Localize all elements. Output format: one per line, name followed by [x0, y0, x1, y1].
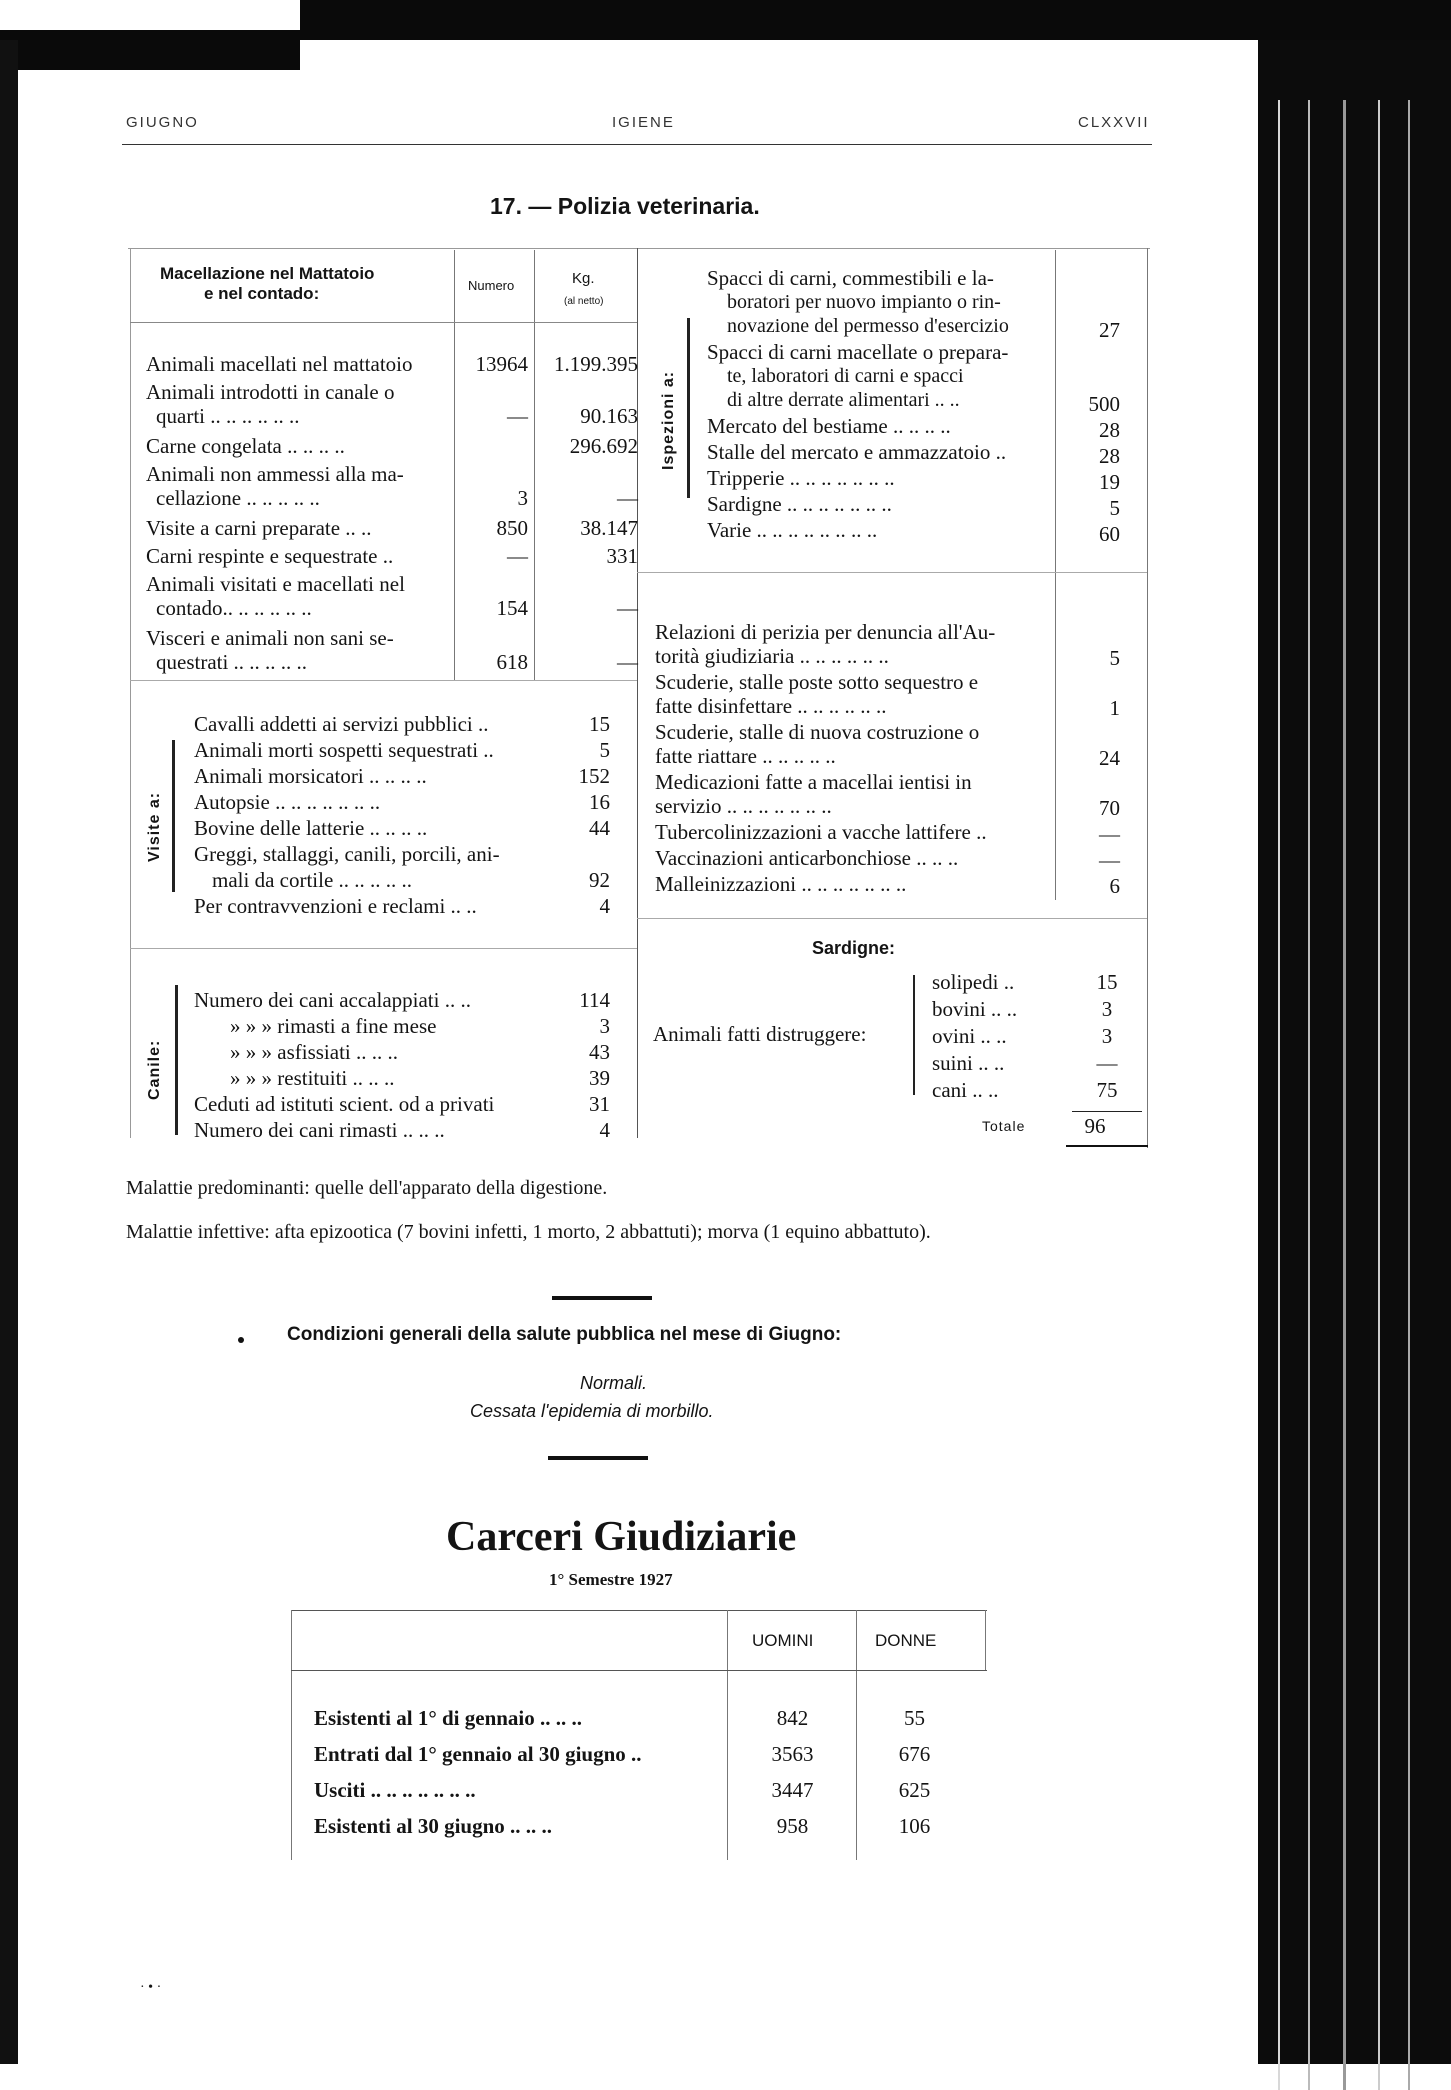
- sardigne-group-label: Animali fatti distruggere:: [653, 1022, 867, 1046]
- carceri-row-uomini: 3447: [771, 1778, 814, 1802]
- scan-speck: · • ·: [140, 1980, 162, 1995]
- relazioni-row-label: Scuderie, stalle di nuova costruzione o: [655, 720, 980, 744]
- scan-border-left: [0, 40, 18, 2064]
- macellazione-col-divider-1: [454, 250, 455, 680]
- carceri-row-label: Esistenti al 1° di gennaio .. .. ..: [314, 1706, 583, 1730]
- relazioni-row-label: fatte riattare .. .. .. .. ..: [655, 744, 836, 768]
- carceri-title: Carceri Giudiziarie: [446, 1514, 797, 1560]
- sardigne-total-value: 96: [1084, 1114, 1106, 1138]
- visite-row-label: Autopsie .. .. .. .. .. .. ..: [194, 790, 381, 814]
- relazioni-row-value: 24: [1099, 746, 1120, 770]
- visite-row-label: Bovine delle latterie .. .. .. ..: [194, 816, 428, 840]
- table-center-divider: [637, 248, 638, 1138]
- carceri-row-label: Esistenti al 30 giugno .. .. ..: [314, 1814, 553, 1838]
- macellazione-row-label: questrati .. .. .. .. ..: [156, 650, 308, 674]
- sardigne-title: Sardigne:: [812, 938, 896, 958]
- macellazione-title-2: e nel contado:: [204, 284, 320, 303]
- macellazione-row-kg: 90.163: [580, 404, 638, 428]
- visite-label: Visite a:: [146, 791, 163, 862]
- sardigne-total-label: Totale: [982, 1118, 1026, 1134]
- ispezioni-row-value: 27: [1099, 318, 1120, 342]
- carceri-subtitle: 1° Semestre 1927: [549, 1570, 673, 1589]
- scan-border-top-left: [0, 30, 300, 70]
- visite-row-value: 92: [589, 868, 610, 892]
- relazioni-row-label: Malleinizzazioni .. .. .. .. .. .. ..: [655, 872, 907, 896]
- ispezioni-row-label: novazione del permesso d'esercizio: [727, 315, 1009, 337]
- sardigne-row-value: —: [1096, 1051, 1118, 1075]
- carceri-row-uomini: 842: [776, 1706, 809, 1730]
- ispezioni-row-label: Sardigne .. .. .. .. .. .. ..: [707, 492, 892, 516]
- canile-brace: [175, 985, 178, 1135]
- macellazione-row-numero: 13964: [475, 352, 528, 376]
- carceri-row-uomini: 3563: [771, 1742, 814, 1766]
- header-right: CLXXVII: [1078, 114, 1150, 131]
- macellazione-row-kg: —: [617, 486, 638, 510]
- relazioni-row-value: 6: [1109, 874, 1120, 898]
- relazioni-row-label: Vaccinazioni anticarbonchiose .. .. ..: [655, 846, 959, 870]
- macellazione-row-kg: 331: [606, 544, 638, 568]
- visite-bottom-rule: [130, 948, 637, 949]
- carceri-top-rule: [291, 1610, 987, 1611]
- ispezioni-row-value: 28: [1099, 418, 1120, 442]
- scan-border-top: [300, 0, 1451, 40]
- ispezioni-brace: [687, 318, 690, 498]
- canile-row-label: » » » rimasti a fine mese: [230, 1014, 437, 1038]
- ispezioni-bottom-rule: [637, 572, 1147, 573]
- sardigne-row-value: 3: [1101, 997, 1113, 1021]
- macellazione-header-rule: [130, 322, 637, 323]
- sardigne-row-value: 15: [1096, 970, 1118, 994]
- canile-row-label: » » » asfissiati .. .. ..: [230, 1040, 398, 1064]
- carceri-col-donne: DONNE: [875, 1631, 937, 1650]
- canile-row-value: 31: [589, 1092, 610, 1116]
- sardigne-row-label: bovini .. ..: [932, 997, 1018, 1021]
- macellazione-row-numero: 618: [496, 650, 528, 674]
- ispezioni-row-label: Stalle del mercato e ammazzatoio ..: [707, 440, 1007, 464]
- macellazione-row-kg: —: [617, 596, 638, 620]
- ispezioni-row-value: 28: [1099, 444, 1120, 468]
- condizioni-line1: Normali.: [580, 1373, 648, 1393]
- canile-row-label: Ceduti ad istituti scient. od a privati: [194, 1092, 495, 1116]
- macellazione-bottom-rule: [130, 680, 637, 681]
- visite-brace: [172, 740, 175, 892]
- canile-row-label: » » » restituiti .. .. ..: [230, 1066, 395, 1090]
- sardigne-row-label: suini .. ..: [932, 1051, 1005, 1075]
- canile-row-value: 114: [579, 988, 610, 1012]
- relazioni-row-label: Relazioni di perizia per denuncia all'Au-: [655, 620, 996, 644]
- right-value-col-divider: [1055, 250, 1056, 900]
- visite-row-value: 44: [589, 816, 610, 840]
- macellazione-row-label: Visite a carni preparate .. ..: [146, 516, 372, 540]
- sardigne-row-label: solipedi ..: [932, 970, 1015, 994]
- canile-row-value: 39: [589, 1066, 610, 1090]
- visite-row-value: 16: [589, 790, 610, 814]
- canile-row-label: Numero dei cani accalappiati .. ..: [194, 988, 471, 1012]
- visite-row-label: Greggi, stallaggi, canili, porcili, ani-: [194, 842, 500, 866]
- sardigne-row-label: ovini .. ..: [932, 1024, 1007, 1048]
- carceri-row-label: Entrati dal 1° gennaio al 30 giugno ..: [314, 1742, 642, 1766]
- page-edge-stripe: [1278, 100, 1280, 2090]
- scan-border-right: [1258, 40, 1451, 2064]
- relazioni-row-label: Scuderie, stalle poste sotto sequestro e: [655, 670, 979, 694]
- macellazione-row-numero: 154: [496, 596, 528, 620]
- sardigne-row-label: cani .. ..: [932, 1078, 999, 1102]
- separator-rule-2: [548, 1456, 648, 1460]
- ispezioni-row-label: Spacci di carni, commestibili e la-: [707, 266, 994, 290]
- table-top-rule: [128, 248, 1150, 249]
- macellazione-title-1: Macellazione nel Mattatoio: [160, 264, 375, 283]
- relazioni-row-value: —: [1099, 848, 1120, 872]
- table-right-border: [1147, 248, 1148, 1148]
- canile-row-value: 4: [599, 1118, 610, 1142]
- canile-label: Canile:: [146, 1039, 163, 1100]
- page-edge-stripe: [1378, 100, 1380, 2090]
- relazioni-row-value: 1: [1109, 696, 1120, 720]
- visite-row-label: Animali morti sospetti sequestrati ..: [194, 738, 494, 762]
- visite-row-value: 15: [589, 712, 610, 736]
- visite-row-value: 5: [599, 738, 610, 762]
- carceri-row-donne: 55: [904, 1706, 925, 1730]
- header-rule: [122, 144, 1152, 145]
- relazioni-row-label: servizio .. .. .. .. .. .. ..: [655, 794, 832, 818]
- ispezioni-row-label: Mercato del bestiame .. .. .. ..: [707, 414, 951, 438]
- carceri-left-border: [291, 1610, 292, 1860]
- note-malattie-predominanti: Malattie predominanti: quelle dell'apparato della digestione.: [126, 1177, 608, 1199]
- visite-row-label: Per contravvenzioni e reclami .. ..: [194, 894, 477, 918]
- section-title: 17. — Polizia veterinaria.: [490, 193, 760, 219]
- ispezioni-row-label: Varie .. .. .. .. .. .. .. ..: [707, 518, 878, 542]
- macellazione-row-label: Animali visitati e macellati nel: [146, 572, 405, 596]
- note-malattie-infettive: Malattie infettive: afta epizootica (7 bovini infetti, 1 morto, 2 abbattuti); morva (1 equino abbattuto).: [126, 1221, 931, 1243]
- col-numero-header: Numero: [468, 278, 515, 293]
- macellazione-row-label: Animali macellati nel mattatoio: [146, 352, 413, 376]
- macellazione-row-label: Animali introdotti in canale o: [146, 380, 395, 404]
- canile-row-value: 43: [589, 1040, 610, 1064]
- condizioni-line2: Cessata l'epidemia di morbillo.: [470, 1401, 714, 1421]
- ispezioni-row-value: 500: [1088, 392, 1120, 416]
- sardigne-row-value: 3: [1101, 1024, 1113, 1048]
- header-left: GIUGNO: [126, 114, 199, 131]
- sardigne-brace: [913, 975, 915, 1095]
- table-left-border: [130, 248, 131, 1138]
- relazioni-bottom-rule: [637, 918, 1147, 919]
- ispezioni-label: Ispezioni a:: [660, 370, 677, 470]
- macellazione-row-label: Animali non ammessi alla ma-: [146, 462, 404, 486]
- macellazione-row-numero: 850: [496, 516, 528, 540]
- visite-row-value: 4: [599, 894, 610, 918]
- macellazione-row-kg: —: [617, 650, 638, 674]
- ispezioni-row-value: 60: [1099, 522, 1120, 546]
- page-edge-stripe: [1308, 100, 1310, 2090]
- header-center: IGIENE: [612, 114, 675, 131]
- macellazione-row-kg: 296.692: [569, 434, 638, 458]
- macellazione-row-label: contado.. .. .. .. .. ..: [156, 596, 312, 620]
- sardigne-total-underline: [1066, 1145, 1148, 1147]
- ispezioni-row-label: Tripperie .. .. .. .. .. .. ..: [707, 466, 895, 490]
- carceri-row-donne: 676: [898, 1742, 931, 1766]
- sardigne-total-rule: [1072, 1111, 1142, 1112]
- canile-row-value: 3: [599, 1014, 610, 1038]
- macellazione-row-label: Carni respinte e sequestrate ..: [146, 544, 394, 568]
- ispezioni-row-label: di altre derrate alimentari .. ..: [727, 389, 960, 411]
- ispezioni-row-label: te, laboratori di carni e spacci: [727, 365, 964, 387]
- page-edge-stripe: [1408, 100, 1410, 2090]
- macellazione-row-label: Visceri e animali non sani se-: [146, 626, 394, 650]
- relazioni-row-value: 70: [1099, 796, 1120, 820]
- carceri-col-uomini: UOMINI: [752, 1631, 814, 1650]
- carceri-right-border: [985, 1610, 986, 1670]
- separator-rule: [552, 1296, 652, 1300]
- col-kg-subheader: (al netto): [564, 296, 604, 307]
- visite-row-value: 152: [578, 764, 610, 788]
- page-edge-stripe: [1343, 100, 1346, 2090]
- relazioni-row-label: Tubercolinizzazioni a vacche lattifere ..: [655, 820, 987, 844]
- ispezioni-row-value: 5: [1109, 496, 1120, 520]
- col-kg-header: Kg.: [572, 270, 595, 287]
- carceri-header-rule: [291, 1670, 987, 1671]
- visite-row-label: Cavalli addetti ai servizi pubblici ..: [194, 712, 489, 736]
- macellazione-row-kg: 38.147: [580, 516, 638, 540]
- carceri-row-donne: 106: [898, 1814, 931, 1838]
- carceri-row-uomini: 958: [776, 1814, 809, 1838]
- relazioni-row-label: fatte disinfettare .. .. .. .. .. ..: [655, 694, 887, 718]
- macellazione-row-numero: —: [507, 544, 528, 568]
- carceri-col-divider-1: [727, 1610, 728, 1860]
- macellazione-row-label: cellazione .. .. .. .. ..: [156, 486, 320, 510]
- carceri-col-divider-2: [856, 1610, 857, 1860]
- macellazione-row-numero: —: [507, 404, 528, 428]
- carceri-row-label: Usciti .. .. .. .. .. .. ..: [314, 1778, 476, 1802]
- macellazione-row-numero: 3: [517, 486, 528, 510]
- macellazione-row-label: Carne congelata .. .. .. ..: [146, 434, 345, 458]
- ispezioni-row-value: 19: [1099, 470, 1120, 494]
- visite-row-label: Animali morsicatori .. .. .. ..: [194, 764, 427, 788]
- visite-row-label: mali da cortile .. .. .. .. ..: [212, 868, 413, 892]
- condizioni-title: Condizioni generali della salute pubblica nel mese di Giugno:: [287, 1324, 842, 1345]
- ispezioni-row-label: Spacci di carni macellate o prepara-: [707, 340, 1009, 364]
- canile-row-label: Numero dei cani rimasti .. .. ..: [194, 1118, 445, 1142]
- carceri-row-donne: 625: [898, 1778, 931, 1802]
- relazioni-row-label: torità giudiziaria .. .. .. .. .. ..: [655, 644, 889, 668]
- relazioni-row-label: Medicazioni fatte a macellai ientisi in: [655, 770, 972, 794]
- macellazione-row-kg: 1.199.395: [554, 352, 638, 376]
- bullet-icon: [238, 1337, 244, 1343]
- sardigne-row-value: 75: [1096, 1078, 1118, 1102]
- macellazione-row-label: quarti .. .. .. .. .. ..: [156, 404, 300, 428]
- relazioni-row-value: 5: [1109, 646, 1120, 670]
- ispezioni-row-label: boratori per nuovo impianto o rin-: [727, 291, 1001, 313]
- relazioni-row-value: —: [1099, 822, 1120, 846]
